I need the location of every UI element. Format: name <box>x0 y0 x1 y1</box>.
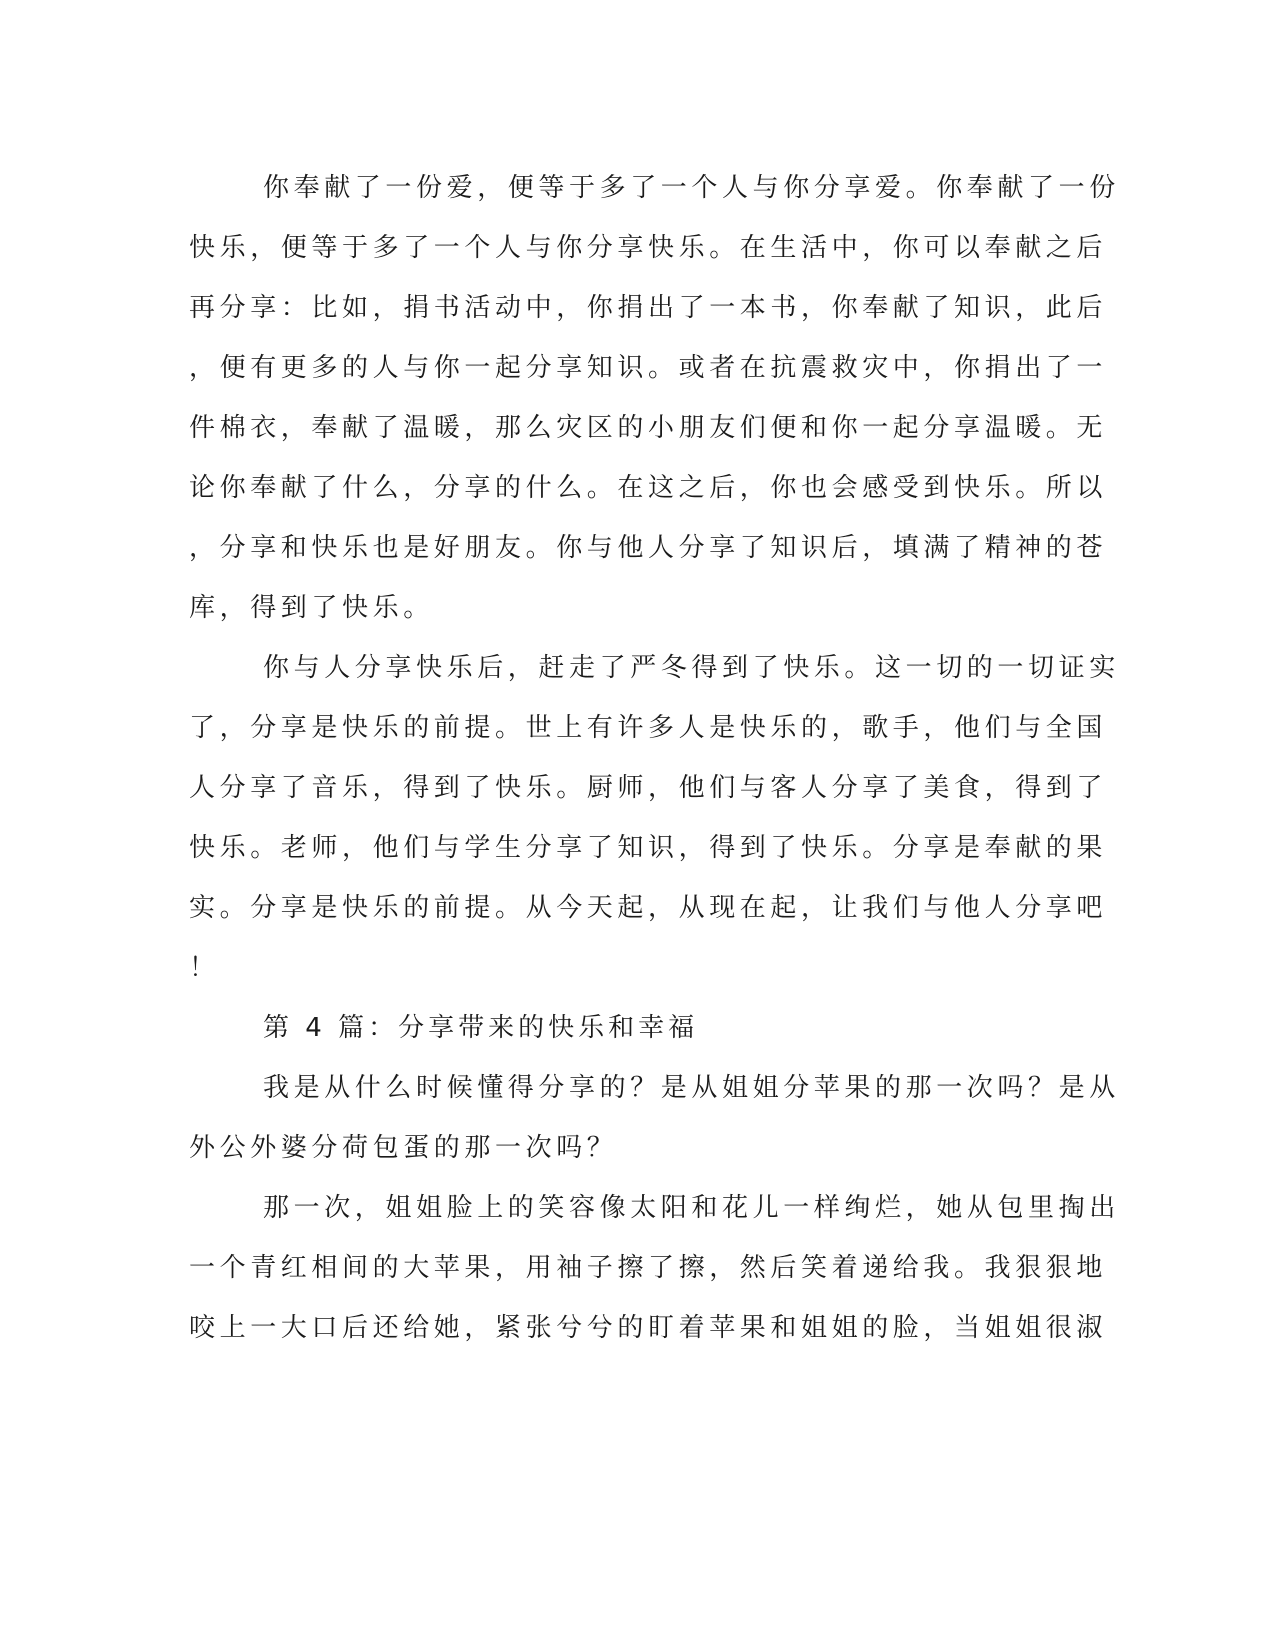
text-line: 人分享了音乐，得到了快乐。厨师，他们与客人分享了美食，得到了 <box>189 773 1108 803</box>
text-line: ！ <box>189 953 220 983</box>
text-line: 论你奉献了什么，分享的什么。在这之后，你也会感受到快乐。所以 <box>189 473 1108 503</box>
text-line: 我是从什么时候懂得分享的？是从姐姐分苹果的那一次吗？是从 <box>263 1073 1120 1103</box>
text-line: 那一次，姐姐脸上的笑容像太阳和花儿一样绚烂，她从包里掏出 <box>263 1193 1120 1223</box>
text-line: 你奉献了一份爱，便等于多了一个人与你分享爱。你奉献了一份 <box>263 173 1120 203</box>
text-line: 咬上一大口后还给她，紧张兮兮的盯着苹果和姐姐的脸，当姐姐很淑 <box>189 1313 1108 1343</box>
text-line: 库，得到了快乐。 <box>189 593 434 623</box>
text-line: 了，分享是快乐的前提。世上有许多人是快乐的，歌手，他们与全国 <box>189 713 1108 743</box>
text-line: 再分享：比如，捐书活动中，你捐出了一本书，你奉献了知识，此后 <box>189 293 1108 323</box>
document-body <box>189 158 1120 1358</box>
text-line: 实。分享是快乐的前提。从今天起，从现在起，让我们与他人分享吧 <box>189 893 1108 923</box>
paragraph <box>189 1058 1120 1178</box>
text-line: 快乐。老师，他们与学生分享了知识，得到了快乐。分享是奉献的果 <box>189 833 1108 863</box>
text-line: 快乐，便等于多了一个人与你分享快乐。在生活中，你可以奉献之后 <box>189 233 1108 263</box>
text-line: 件棉衣，奉献了温暖，那么灾区的小朋友们便和你一起分享温暖。无 <box>189 413 1108 443</box>
section-heading: 第 4 篇：分享带来的快乐和幸福 <box>263 1013 699 1043</box>
paragraph <box>189 638 1120 998</box>
text-line: 你与人分享快乐后，赶走了严冬得到了快乐。这一切的一切证实 <box>263 653 1120 683</box>
text-line: ，分享和快乐也是好朋友。你与他人分享了知识后，填满了精神的苍 <box>189 533 1108 563</box>
text-line: ，便有更多的人与你一起分享知识。或者在抗震救灾中，你捐出了一 <box>189 353 1108 383</box>
text-line: 一个青红相间的大苹果，用袖子擦了擦，然后笑着递给我。我狠狠地 <box>189 1253 1108 1283</box>
text-line: 外公外婆分荷包蛋的那一次吗？ <box>189 1133 618 1163</box>
paragraph <box>189 1178 1120 1358</box>
paragraph <box>189 158 1120 638</box>
